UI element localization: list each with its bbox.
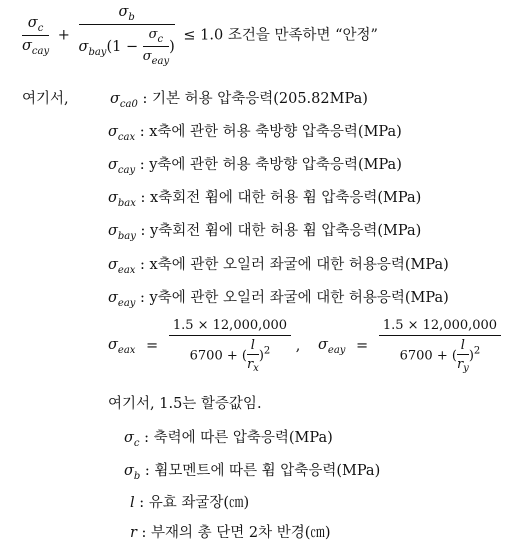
var-row	[130, 491, 249, 512]
euler-formula-y: $\sigma_{eay}$ = 1.5 × 12,000,000 6700 + ( $\frac{l}{r_y}$ )$^2$	[318, 318, 501, 374]
var-text: : 축력에 따른 압축응력(MPa)	[144, 430, 333, 446]
def-text: : x축회전 휨에 대한 허용 휨 압축응력(MPa)	[140, 190, 422, 206]
def-row	[108, 253, 449, 276]
def-row	[108, 186, 421, 209]
criterion-text: ≤ 1.0 조건을 만족하면 “안정”	[183, 27, 378, 44]
def-text: : y축에 관한 허용 축방향 압축응력(MPa)	[139, 157, 402, 173]
def-symbol: $\sigma_{bay}$	[108, 223, 136, 242]
def-symbol: $\sigma_{eax}$	[108, 257, 136, 276]
var-row	[124, 426, 333, 449]
var-text: : 부재의 총 단면 2차 반경(㎝)	[141, 525, 331, 541]
surcharge-note: 여기서, 1.5는 할증값임.	[108, 396, 262, 412]
euler-formula-x: $\sigma_{eax}$ = 1.5 × 12,000,000 6700 + ( $\frac{l}{r_x}$ )$^2$ ,	[108, 318, 301, 374]
var-row	[124, 459, 380, 482]
def-symbol: $\sigma_{cax}$	[108, 124, 136, 143]
def-symbol: $\sigma_{cay}$	[108, 157, 136, 176]
bending-ratio-fraction: $\sigma_b$ $\sigma_{bay}(1$ − $\frac{\sigma_c}{\sigma_{eay}}$ )	[78, 4, 175, 67]
stability-criterion	[22, 4, 378, 67]
var-symbol: $\sigma_c$	[124, 430, 140, 449]
def-row	[108, 153, 402, 176]
def-row	[108, 219, 421, 242]
var-symbol: r	[130, 525, 137, 541]
def-text: : x축에 관한 허용 축방향 압축응력(MPa)	[139, 124, 402, 140]
def-symbol: $\sigma_{eay}$	[108, 290, 136, 309]
def-text: : x축에 관한 오일러 좌굴에 대한 허용응력(MPa)	[140, 257, 449, 273]
def-text: : 기본 허용 압축응력(205.82MPa)	[142, 91, 368, 107]
def-row	[108, 120, 402, 143]
var-symbol: l	[130, 495, 135, 511]
def-symbol: $\sigma_{bax}$	[108, 190, 136, 209]
def-symbol: $\sigma_{ca0}$	[110, 91, 138, 110]
def-text: : y축에 관한 오일러 좌굴에 대한 허용응력(MPa)	[140, 290, 449, 306]
def-row	[110, 87, 368, 110]
def-row	[108, 286, 449, 309]
var-text: : 유효 좌굴장(㎝)	[139, 495, 250, 511]
var-text: : 휨모멘트에 따른 휨 압축응력(MPa)	[144, 463, 381, 479]
plus-sign: +	[57, 27, 70, 44]
var-row	[130, 521, 331, 542]
var-symbol: $\sigma_b$	[124, 463, 141, 482]
where-label: 여기서,	[22, 91, 69, 107]
axial-ratio-fraction: $\frac{\sigma_c}{\sigma_{cay}}$	[22, 14, 50, 57]
def-text: : y축회전 휨에 대한 허용 휨 압축응력(MPa)	[140, 223, 422, 239]
